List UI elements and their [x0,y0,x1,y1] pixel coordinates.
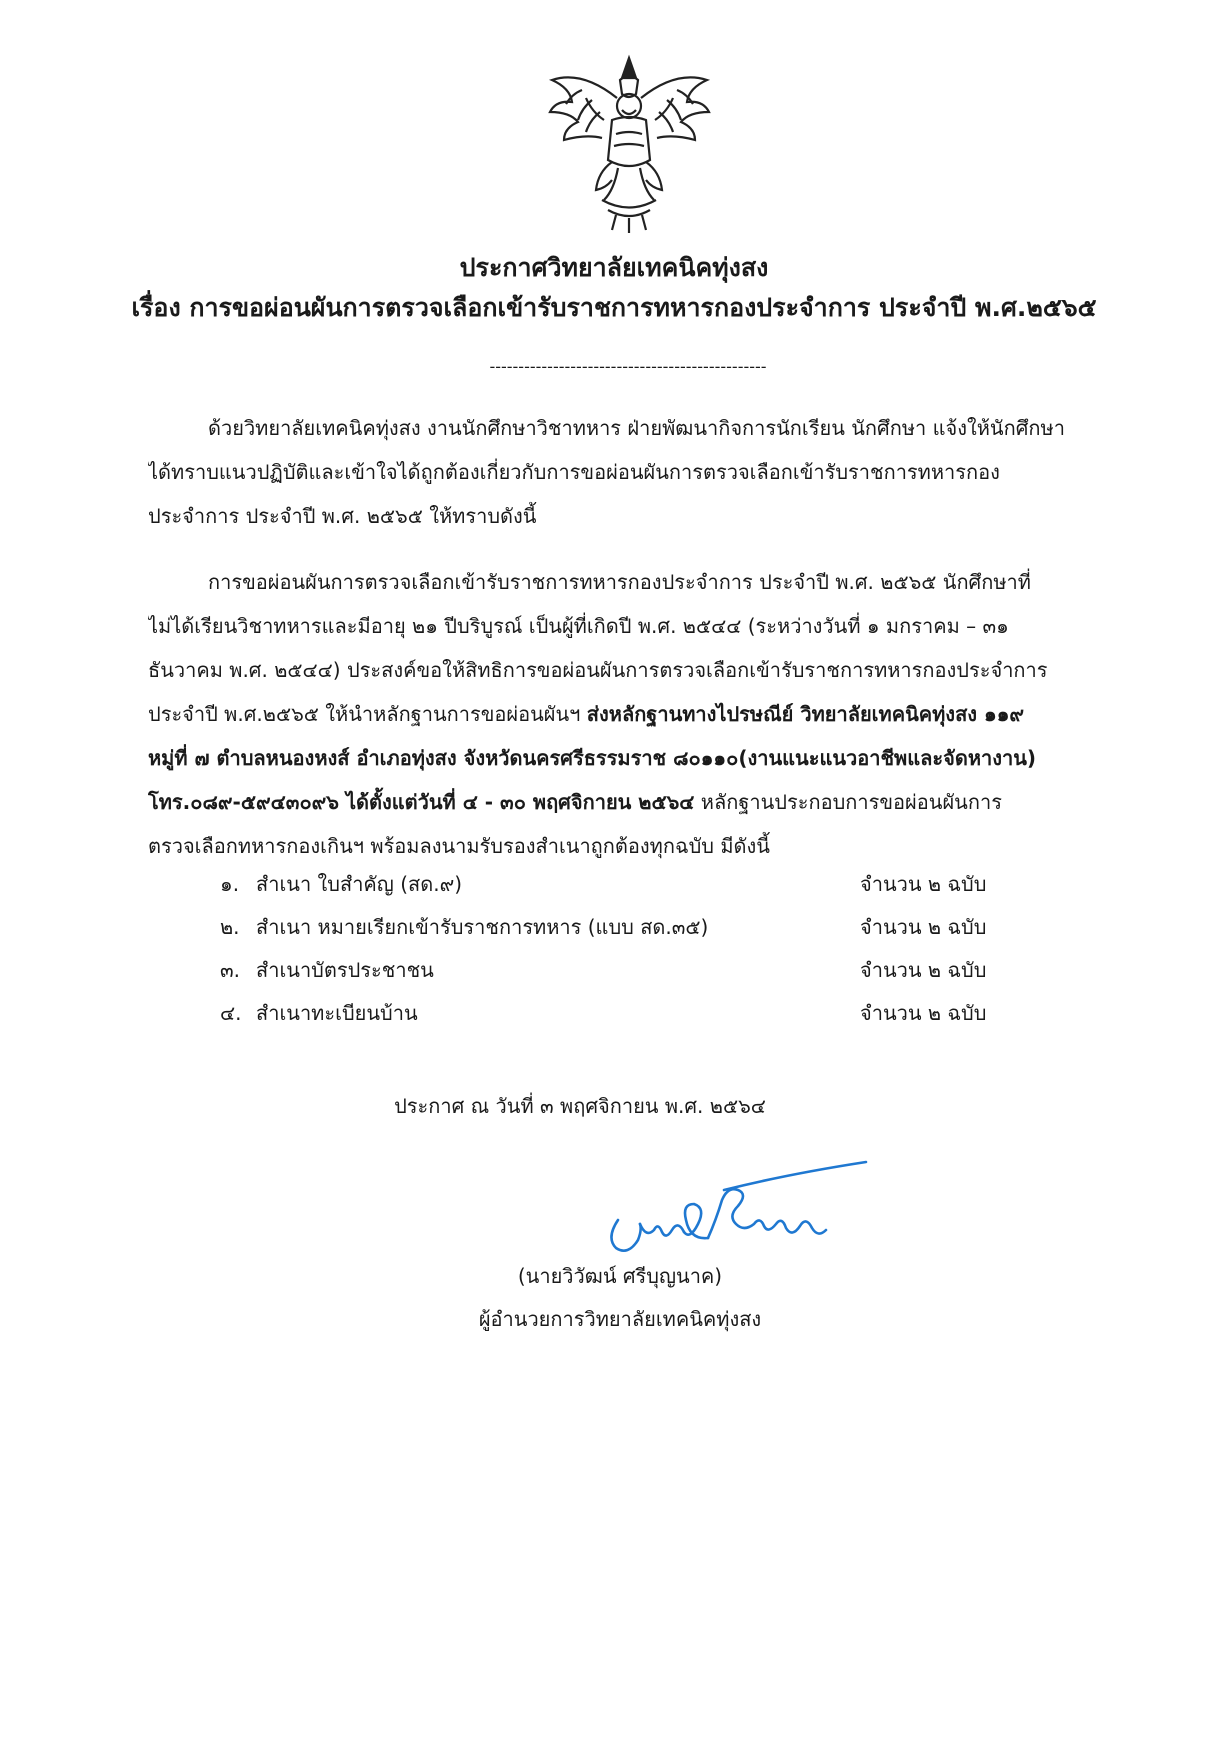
contact-phone-dates: โทร.๐๘๙-๕๙๔๓๐๙๖ ได้ตั้งแต่วันที่ ๔ - ๓๐ พฤศจิกายน ๒๕๖๔ [148,790,695,814]
list-item [220,905,1010,948]
list-item-quantity: จำนวน ๒ ฉบับ [860,914,987,939]
list-item [220,862,1010,905]
signer-name: (นายวิวัฒน์ ศรีบุญนาค) [517,1264,723,1288]
paragraph-details-line-6b: หลักฐานประกอบการขอผ่อนผันการ [694,790,1002,814]
list-item [220,991,1010,1034]
announcement-title: ประกาศวิทยาลัยเทคนิคทุ่งสง [459,253,769,282]
list-item-number: ๒. [220,914,240,939]
list-item [220,948,1010,991]
signature-image [598,1160,868,1260]
list-item-quantity: จำนวน ๒ ฉบับ [860,1000,987,1025]
list-item-number: ๑. [220,871,240,896]
signer-position: ผู้อำนวยการวิทยาลัยเทคนิคทุ่งสง [478,1307,762,1331]
paragraph-details-line-1: การขอผ่อนผันการตรวจเลือกเข้ารับราชการทหารกองประจำการ ประจำปี พ.ศ. ๒๕๖๕ นักศึกษาที่ [208,570,1031,594]
list-item-number: ๔. [220,1000,242,1025]
mailing-address-heading: ส่งหลักฐานทางไปรษณีย์ วิทยาลัยเทคนิคทุ่งสง ๑๑๙ [586,702,1025,726]
paragraph-intro-line-2: ได้ทราบแนวปฏิบัติและเข้าใจได้ถูกต้องเกี่ยวกับการขอผ่อนผันการตรวจเลือกเข้ารับราชการทหารกอง [148,460,1000,484]
list-item-quantity: จำนวน ๒ ฉบับ [860,957,987,982]
paragraph-intro [148,406,1108,538]
announcement-header [0,248,1228,328]
list-item-number: ๓. [220,957,241,982]
mailing-address-line: หมู่ที่ ๗ ตำบลหนองหงส์ อำเภอทุ่งสง จังหวัดนครศรีธรรมราช ๘๐๑๑๐(งานแนะแนวอาชีพและจัดหางาน) [148,746,1037,770]
list-item-text: สำเนา ใบสำคัญ (สด.๙) [256,871,463,896]
divider-rule: ------------------------------------------------ [489,357,767,376]
list-item-quantity: จำนวน ๒ ฉบับ [860,871,987,896]
paragraph-details-line-4a: ประจำปี พ.ศ.๒๕๖๕ ให้นำหลักฐานการขอผ่อนผันฯ [148,702,587,726]
paragraph-details [148,560,1108,868]
list-item-text: สำเนาบัตรประชาชน [256,957,434,982]
garuda-emblem-icon [542,50,717,235]
list-item-text: สำเนาทะเบียนบ้าน [256,1000,418,1025]
list-item-text: สำเนา หมายเรียกเข้ารับราชการทหาร (แบบ สด.๓๕) [256,914,709,939]
paragraph-intro-line-3: ประจำการ ประจำปี พ.ศ. ๒๕๖๕ ให้ทราบดังนี้ [148,504,537,528]
required-documents-list [220,862,1010,1034]
announcement-date: ประกาศ ณ วันที่ ๓ พฤศจิกายน พ.ศ. ๒๕๖๔ [394,1094,766,1118]
paragraph-intro-line-1: ด้วยวิทยาลัยเทคนิคทุ่งสง งานนักศึกษาวิชาทหาร ฝ่ายพัฒนากิจการนักเรียน นักศึกษา แจ้งให้นักศึกษา [208,416,1065,440]
paragraph-details-line-7: ตรวจเลือกทหารกองเกินฯ พร้อมลงนามรับรองสำเนาถูกต้องทุกฉบับ มีดังนี้ [148,834,770,858]
announcement-subject: เรื่อง การขอผ่อนผันการตรวจเลือกเข้ารับราชการทหารกองประจำการ ประจำปี พ.ศ.๒๕๖๕ [131,293,1097,322]
paragraph-details-line-3: ธันวาคม พ.ศ. ๒๕๔๔) ประสงค์ขอให้สิทธิการขอผ่อนผันการตรวจเลือกเข้ารับราชการทหารกองประจำการ [148,658,1048,682]
paragraph-details-line-2: ไม่ได้เรียนวิชาทหารและมีอายุ ๒๑ ปีบริบูรณ์ เป็นผู้ที่เกิดปี พ.ศ. ๒๕๔๔ (ระหว่างวันที่ ๑ มกราคม – ๓๑ [148,614,1009,638]
